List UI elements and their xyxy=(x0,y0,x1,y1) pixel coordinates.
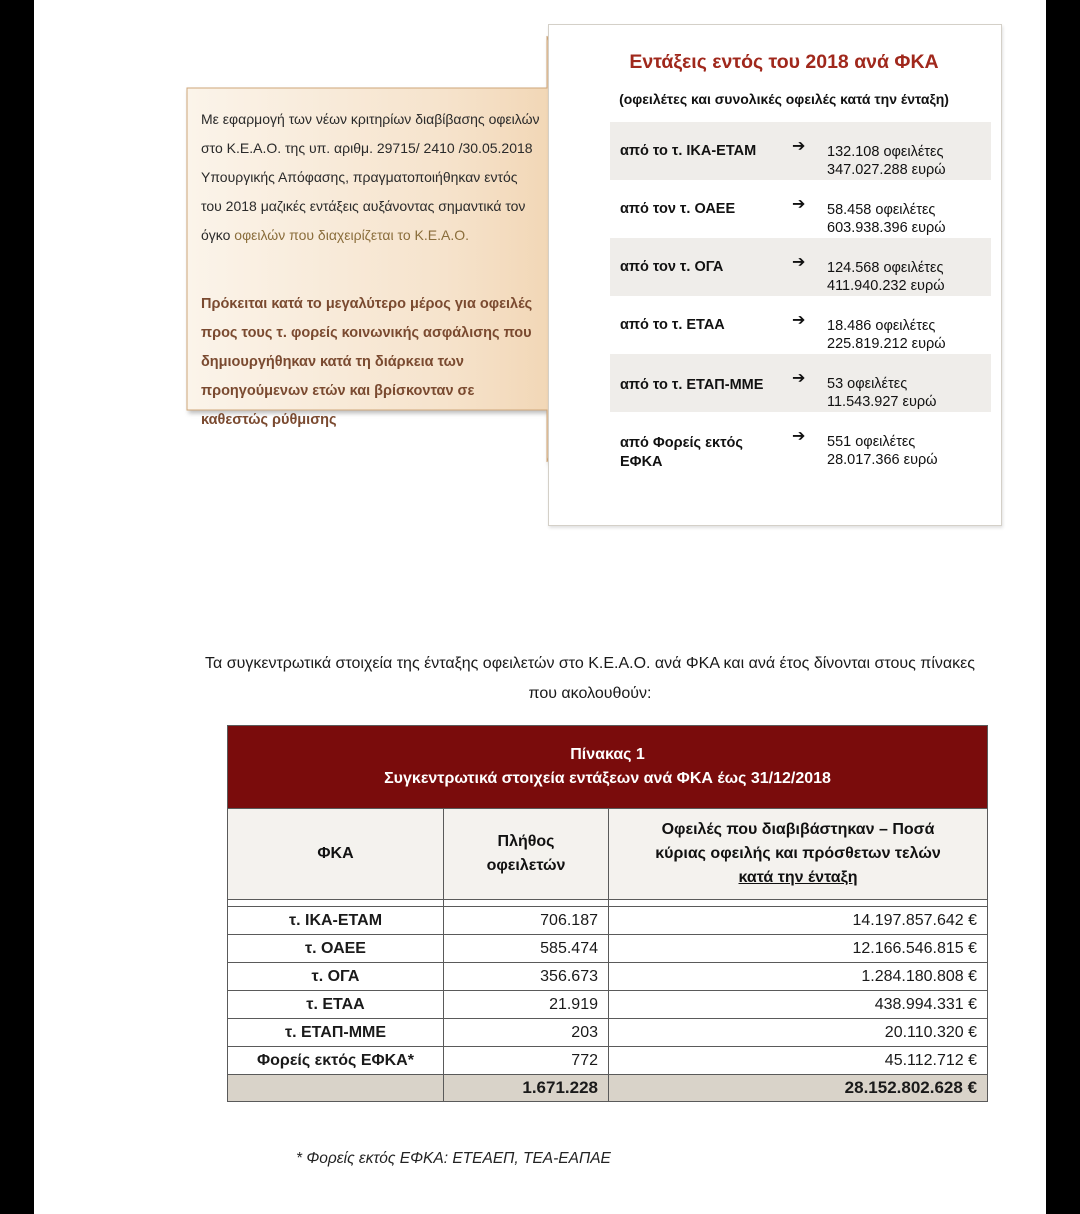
table-row xyxy=(228,963,988,991)
total-fka xyxy=(228,1075,444,1102)
cell-amount: 14.197.857.642 € xyxy=(609,907,988,935)
summary-row-amount: 347.027.288 ευρώ xyxy=(827,162,946,178)
header-debts-line1: Οφειλές που διαβιβάστηκαν – Ποσά xyxy=(661,821,935,838)
cell-fka: τ. ΕΤΑΠ-ΜΜΕ xyxy=(228,1019,444,1047)
footnote: * Φορείς εκτός ΕΦΚΑ: ΕΤΕΑΕΠ, ΤΕΑ-ΕΑΠΑΕ xyxy=(296,1150,611,1167)
summary-row xyxy=(610,238,991,296)
intro-paragraph: Τα συγκεντρωτικά στοιχεία της ένταξης οφειλετών στο Κ.Ε.Α.Ο. ανά ΦΚΑ και ανά έτος δίνονται στους πίνακες που ακολουθούν: xyxy=(205,655,975,702)
document-page xyxy=(34,0,1046,1214)
summary-title: Εντάξεις εντός του 2018 ανά ΦΚΑ xyxy=(629,51,939,73)
table-row xyxy=(228,991,988,1019)
summary-row-amount: 411.940.232 ευρώ xyxy=(827,278,945,294)
arrow-right-icon: ➔ xyxy=(792,312,806,329)
header-debts xyxy=(609,809,988,900)
callout-bold-text: Πρόκειται κατά το μεγαλύτερο μέρος για οφειλές προς τους τ. φορείς κοινωνικής ασφάλισης που δημιουργήθηκαν κατά τη διάρκεια των προηγούμενων ετών και βρίσκονταν σε καθεστώς ρύθμισης xyxy=(201,296,533,428)
summary-row-label: από τον τ. ΟΑΕΕ xyxy=(620,201,736,217)
table-caption xyxy=(228,726,988,809)
table-caption-line1: Πίνακας 1 xyxy=(570,746,645,763)
summary-row-amount: 11.543.927 ευρώ xyxy=(827,394,937,410)
table-row xyxy=(228,1019,988,1047)
arrow-right-icon: ➔ xyxy=(792,196,806,213)
summary-row xyxy=(610,180,991,238)
cell-amount: 12.166.546.815 € xyxy=(609,935,988,963)
summary-row-debtors: 551 οφειλέτες xyxy=(827,434,916,450)
table-total-row xyxy=(228,1075,988,1102)
summary-row-amount: 225.819.212 ευρώ xyxy=(827,336,946,352)
cell-fka: τ. ΙΚΑ-ΕΤΑΜ xyxy=(228,907,444,935)
summary-row-label: από Φορείς εκτός ΕΦΚΑ xyxy=(620,435,743,470)
summary-row-debtors: 132.108 οφειλέτες xyxy=(827,144,944,160)
summary-row-label: από το τ. ΕΤΑΠ-ΜΜΕ xyxy=(620,377,764,393)
summary-row-amount: 28.017.366 ευρώ xyxy=(827,452,938,468)
arrow-right-icon: ➔ xyxy=(792,138,806,155)
header-debts-line3: κατά την ένταξη xyxy=(738,869,858,886)
header-fka: ΦΚΑ xyxy=(228,809,444,900)
table-caption-row xyxy=(228,726,988,809)
arrow-right-icon: ➔ xyxy=(792,370,806,387)
cell-count: 356.673 xyxy=(444,963,609,991)
header-count-line2: οφειλετών xyxy=(486,857,566,874)
summary-box xyxy=(548,24,1002,526)
summary-subtitle: (οφειλέτες και συνολικές οφειλές κατά την ένταξη) xyxy=(619,91,949,107)
summary-row-debtors: 124.568 οφειλέτες xyxy=(827,260,944,276)
cell-fka: τ. ΕΤΑΑ xyxy=(228,991,444,1019)
summary-row xyxy=(610,296,991,354)
summary-row-debtors: 18.486 οφειλέτες xyxy=(827,318,936,334)
cell-amount: 1.284.180.808 € xyxy=(609,963,988,991)
table-caption-line2: Συγκεντρωτικά στοιχεία εντάξεων ανά ΦΚΑ έως 31/12/2018 xyxy=(384,770,831,787)
table-spacer-row xyxy=(228,900,988,907)
summary-row-debtors: 58.458 οφειλέτες xyxy=(827,202,936,218)
table-row xyxy=(228,907,988,935)
fka-table xyxy=(227,725,988,1102)
total-count: 1.671.228 xyxy=(444,1075,609,1102)
header-count xyxy=(444,809,609,900)
summary-row-debtors: 53 οφειλέτες xyxy=(827,376,908,392)
table-row xyxy=(228,935,988,963)
callout-text-part2: οφειλών που διαχειρίζεται το Κ.Ε.Α.Ο. xyxy=(234,227,469,243)
summary-row-amount: 603.938.396 ευρώ xyxy=(827,220,946,236)
cell-amount: 20.110.320 € xyxy=(609,1019,988,1047)
summary-row xyxy=(610,354,991,412)
callout-text xyxy=(201,105,541,250)
summary-row-label: από το τ. ΙΚΑ-ΕΤΑΜ xyxy=(620,143,757,159)
cell-count: 585.474 xyxy=(444,935,609,963)
callout-text-part1: Με εφαρμογή των νέων κριτηρίων διαβίβασης οφειλών στο Κ.Ε.Α.Ο. της υπ. αριθμ. 29715/ 2410 /30.05.2018 Υπουργικής Απόφασης, πραγματοποιήθηκαν εντός του 2018 μαζικές εντάξεις αυξάνοντας σημαντικά τον όγκο xyxy=(201,111,540,243)
cell-count: 203 xyxy=(444,1019,609,1047)
summary-row-label: από τον τ. ΟΓΑ xyxy=(620,259,724,275)
summary-row-label: από το τ. ΕΤΑΑ xyxy=(620,317,725,333)
summary-row xyxy=(610,412,991,470)
table-row xyxy=(228,1047,988,1075)
cell-fka: τ. ΟΑΕΕ xyxy=(228,935,444,963)
cell-count: 772 xyxy=(444,1047,609,1075)
cell-amount: 438.994.331 € xyxy=(609,991,988,1019)
total-amount: 28.152.802.628 € xyxy=(609,1075,988,1102)
table-header-row xyxy=(228,809,988,900)
arrow-right-icon: ➔ xyxy=(792,254,806,271)
arrow-right-icon: ➔ xyxy=(792,428,806,445)
header-debts-line2: κύριας οφειλής και πρόσθετων τελών xyxy=(655,845,941,862)
cell-count: 21.919 xyxy=(444,991,609,1019)
cell-fka: Φορείς εκτός ΕΦΚΑ* xyxy=(228,1047,444,1075)
header-count-line1: Πλήθος xyxy=(497,833,555,850)
cell-count: 706.187 xyxy=(444,907,609,935)
cell-amount: 45.112.712 € xyxy=(609,1047,988,1075)
summary-row xyxy=(610,122,991,180)
cell-fka: τ. ΟΓΑ xyxy=(228,963,444,991)
